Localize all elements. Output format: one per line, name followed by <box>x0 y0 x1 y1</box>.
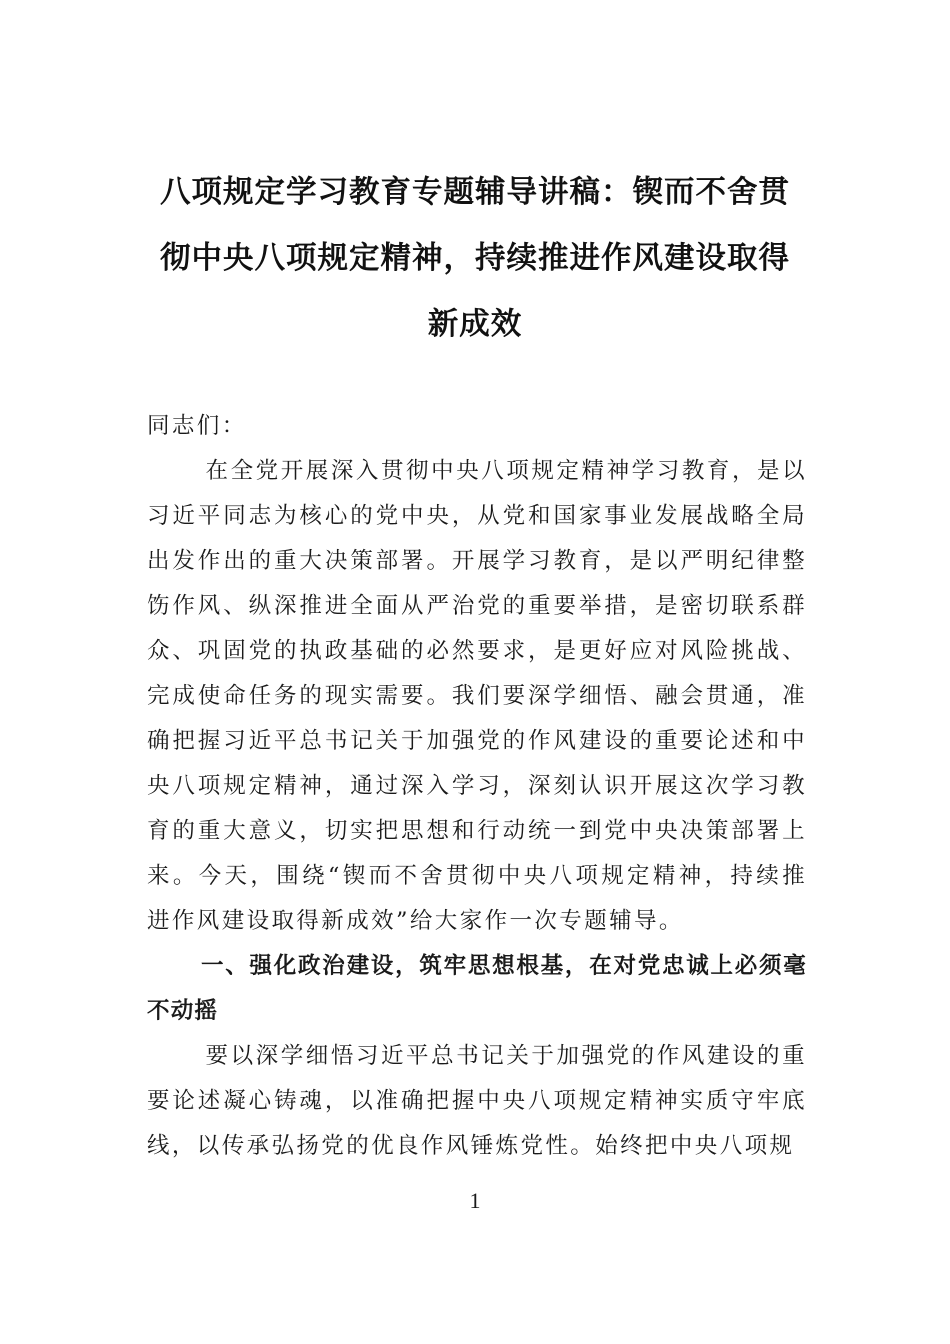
greeting: 同志们： <box>147 413 247 439</box>
document-title: 八项规定学习教育专题辅导讲稿：锲而不舍贯彻中央八项规定精神，持续推进作风建设取得新成效 <box>160 175 790 342</box>
paragraph: 要以深学细悟习近平总书记关于加强党的作风建设的重要论述凝心铸魂，以准确把握中央八项规定精神实质守牢底线，以传承弘扬党的优良作风锤炼党性。始终把中央八项规 <box>147 1043 807 1159</box>
paragraph: 在全党开展深入贯彻中央八项规定精神学习教育，是以习近平同志为核心的党中央，从党和国家事业发展战略全局出发作出的重大决策部署。开展学习教育，是以严明纪律整饬作风、纵深推进全面从严治党的重要举措，是密切联系群众、巩固党的执政基础的必然要求，是更好应对风险挑战、完成使命任务的现实需要。我们要深学细悟、融会贯通，准确把握习近平总书记关于加强党的作风建设的重要论述和中央八项规定精神，通过深入学习，深刻认识开展这次学习教育的重大意义，切实把思想和行动统一到党中央决策部署上来。今天，围绕“锲而不舍贯彻中央八项规定精神，持续推进作风建设取得新成效”给大家作一次专题辅导。 <box>147 458 807 934</box>
page-number: 1 <box>469 1188 481 1213</box>
section-heading: 一、强化政治建设，筑牢思想根基，在对党忠诚上必须毫不动摇 <box>147 953 807 1024</box>
document-body <box>147 404 807 1169</box>
